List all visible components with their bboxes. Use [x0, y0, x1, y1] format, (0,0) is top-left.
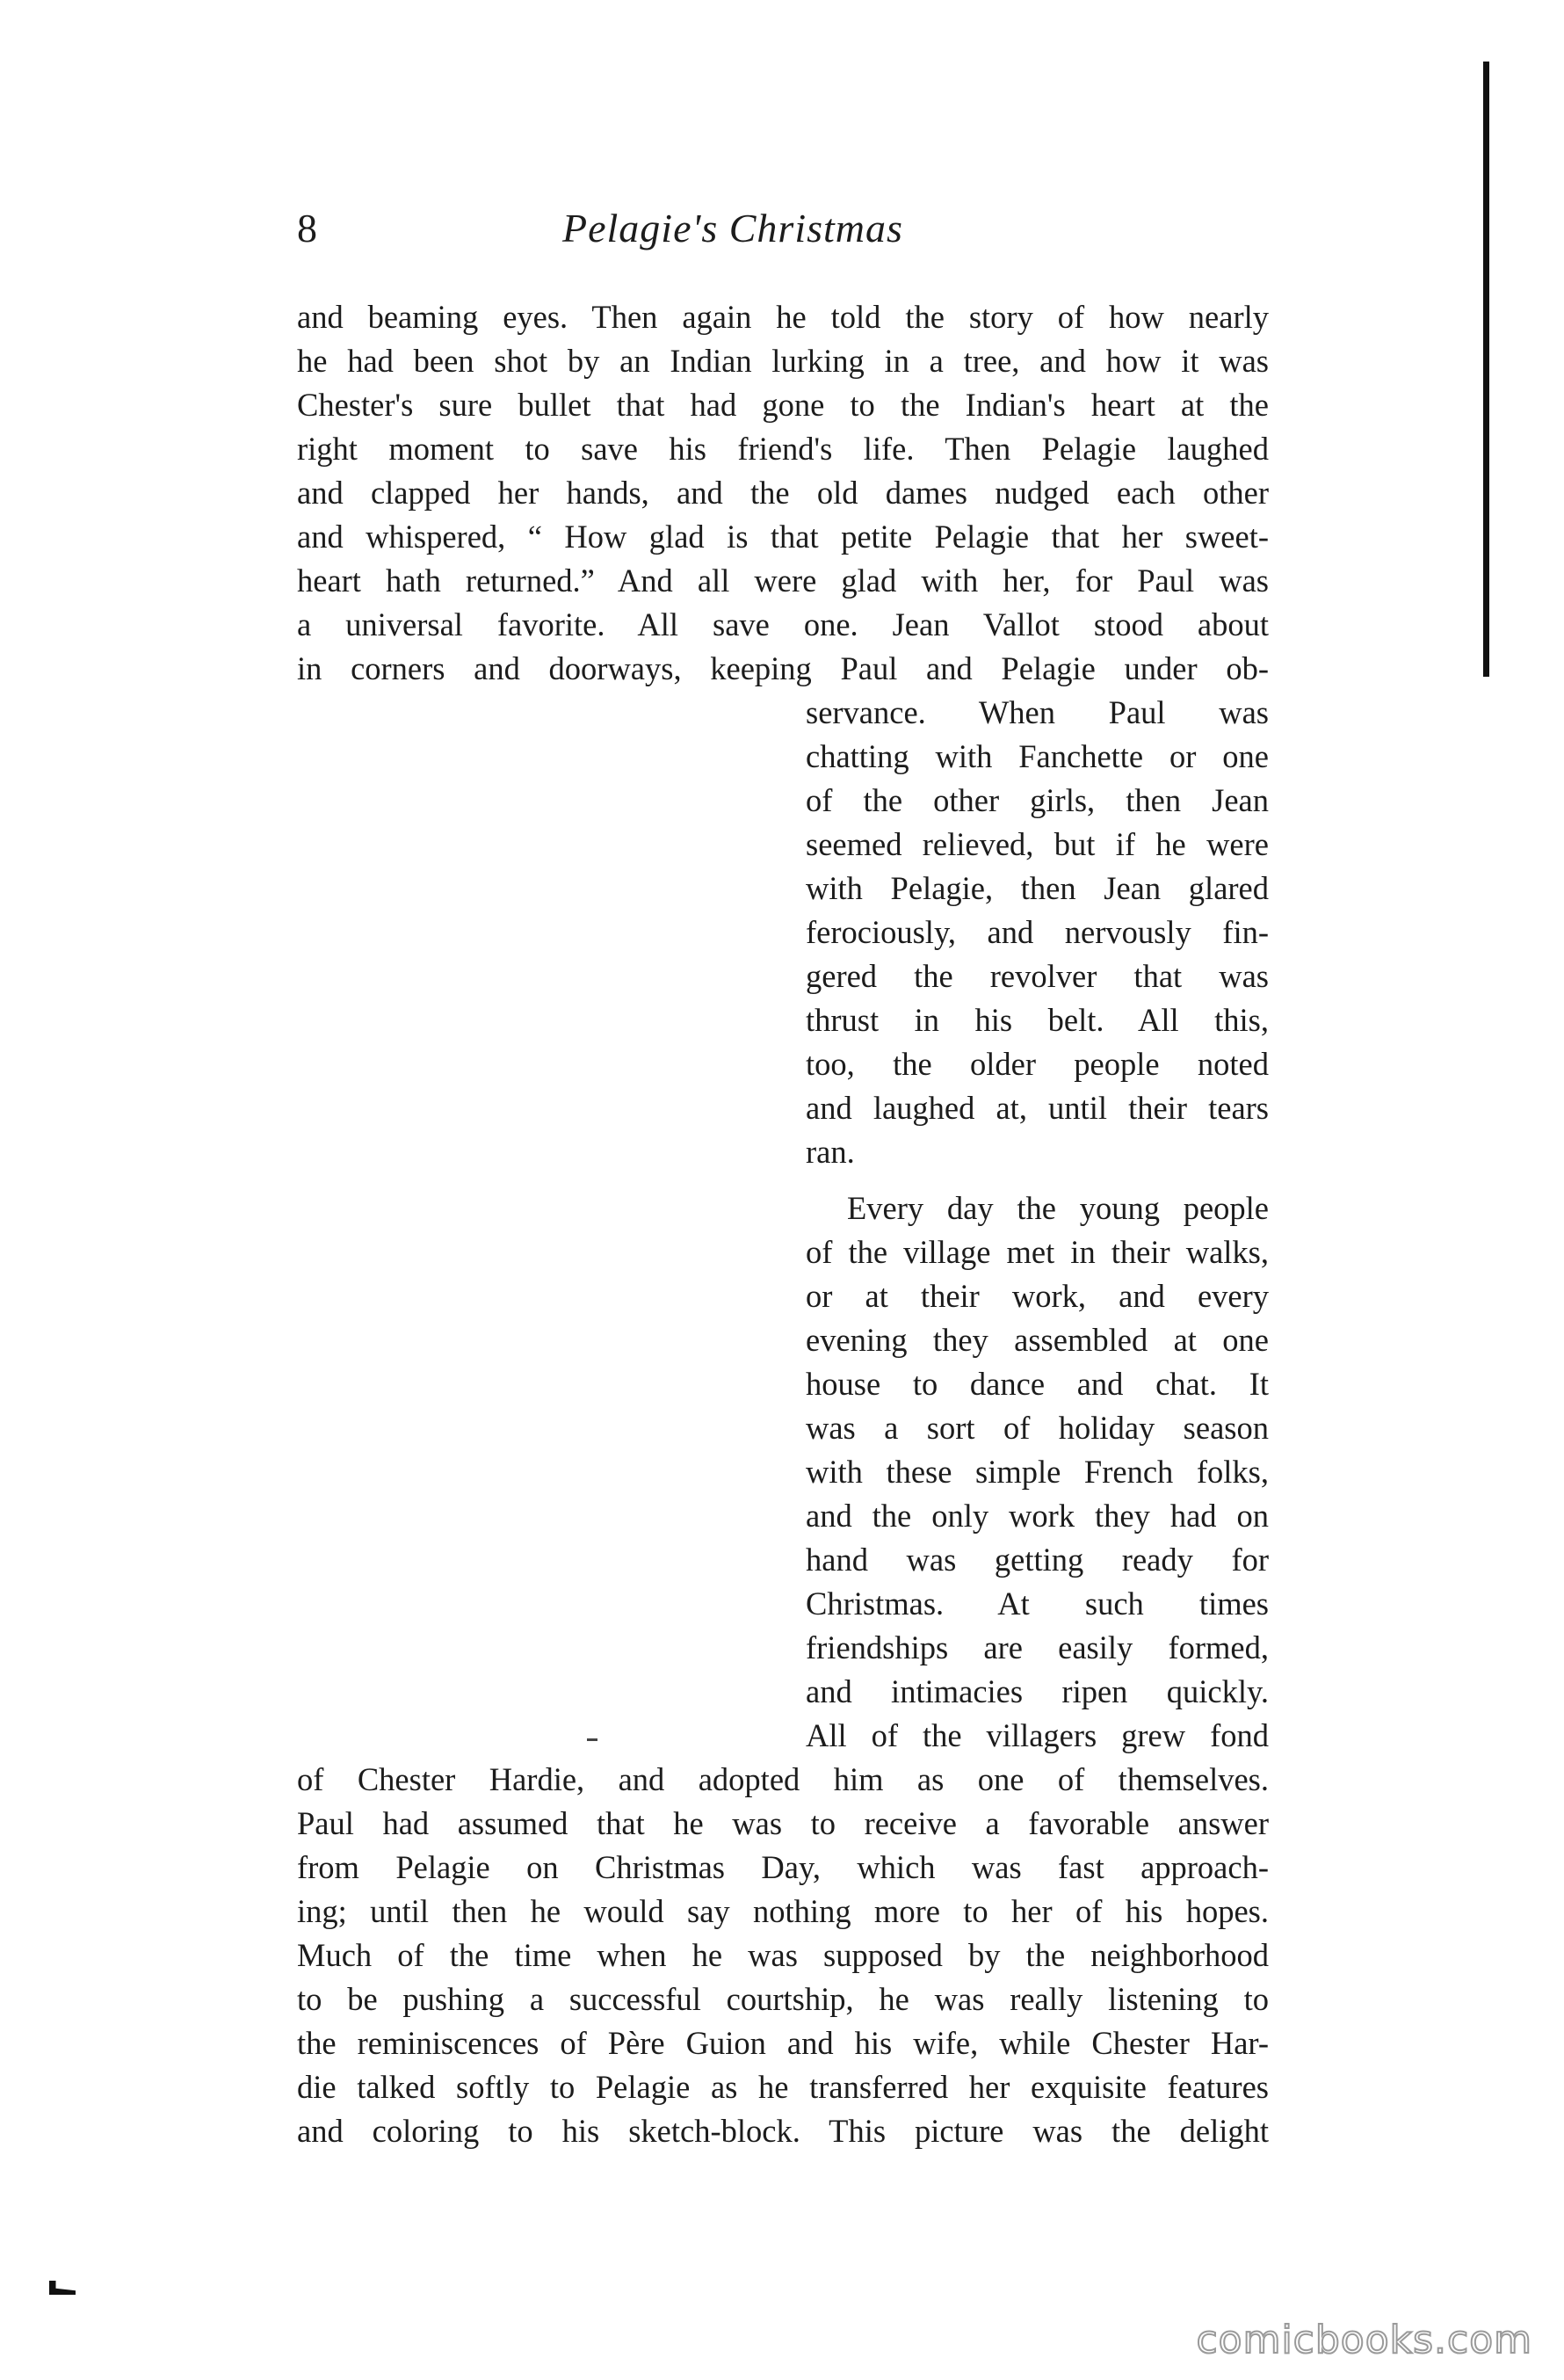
text-line: of Chester Hardie, and adopted him as one of themselves. — [297, 1761, 1269, 1797]
scan-edge-mark — [1483, 62, 1489, 677]
text-line: too, the older people noted — [806, 1046, 1269, 1082]
text-line: seemed relieved, but if he were — [806, 826, 1269, 862]
text-line: Every day the young people — [847, 1190, 1269, 1226]
text-line: evening they assembled at one — [806, 1322, 1269, 1358]
text-line: house to dance and chat. It — [806, 1366, 1269, 1402]
text-line: was a sort of holiday season — [806, 1410, 1269, 1446]
text-line: ing; until then he would say nothing more to her of his hopes. — [297, 1893, 1269, 1929]
text-line: thrust in his belt. All this, — [806, 1002, 1269, 1038]
text-line: a universal favorite. All save one. Jean Vallot stood about — [297, 606, 1269, 642]
text-line: die talked softly to Pelagie as he transferred her exquisite features — [297, 2069, 1269, 2105]
text-line: friendships are easily formed, — [806, 1629, 1269, 1665]
text-line: Christmas. At such times — [806, 1585, 1269, 1622]
text-line: and whispered, “ How glad is that petite Pelagie that her sweet- — [297, 519, 1269, 555]
text-line: in corners and doorways, keeping Paul and Pelagie under ob- — [297, 650, 1269, 686]
scan-speck — [587, 1738, 597, 1741]
text-line: the reminiscences of Père Guion and his wife, while Chester Har- — [297, 2025, 1269, 2061]
text-line: or at their work, and every — [806, 1278, 1269, 1314]
text-line: and clapped her hands, and the old dames nudged each other — [297, 475, 1269, 511]
text-line: Chester's sure bullet that had gone to the Indian's heart at the — [297, 387, 1269, 423]
text-line: of the village met in their walks, — [806, 1234, 1269, 1270]
text-line: and intimacies ripen quickly. — [806, 1673, 1269, 1709]
scan-corner-mark — [49, 2281, 76, 2295]
text-line: he had been shot by an Indian lurking in a tree, and how it was — [297, 343, 1269, 379]
text-line: of the other girls, then Jean — [806, 782, 1269, 818]
text-line: Paul had assumed that he was to receive a favorable answer — [297, 1805, 1269, 1841]
running-title: Pelagie's Christmas — [562, 206, 903, 250]
text-line: and the only work they had on — [806, 1498, 1269, 1534]
text-line: hand was getting ready for — [806, 1542, 1269, 1578]
text-line: gered the revolver that was — [806, 958, 1269, 994]
text-line: All of the villagers grew fond — [806, 1717, 1269, 1753]
text-line: and coloring to his sketch-block. This picture was the delight — [297, 2113, 1269, 2149]
text-line: from Pelagie on Christmas Day, which was fast approach- — [297, 1849, 1269, 1885]
text-line: servance. When Paul was — [806, 694, 1269, 730]
watermark-logo: comicbooks.com — [1196, 2318, 1532, 2362]
text-line: chatting with Fanchette or one — [806, 738, 1269, 774]
text-line: Much of the time when he was supposed by the neighborhood — [297, 1937, 1269, 1973]
text-line: and laughed at, until their tears — [806, 1090, 1269, 1126]
text-line: with these simple French folks, — [806, 1454, 1269, 1490]
text-line: ran. — [806, 1134, 855, 1170]
text-line: ferociously, and nervously fin- — [806, 914, 1269, 950]
text-line: with Pelagie, then Jean glared — [806, 870, 1269, 906]
text-line: and beaming eyes. Then again he told the story of how nearly — [297, 299, 1269, 335]
text-line: heart hath returned.” And all were glad with her, for Paul was — [297, 562, 1269, 599]
text-line: right moment to save his friend's life. Then Pelagie laughed — [297, 431, 1269, 467]
text-line: to be pushing a successful courtship, he was really listening to — [297, 1981, 1269, 2017]
page-number: 8 — [297, 206, 317, 250]
